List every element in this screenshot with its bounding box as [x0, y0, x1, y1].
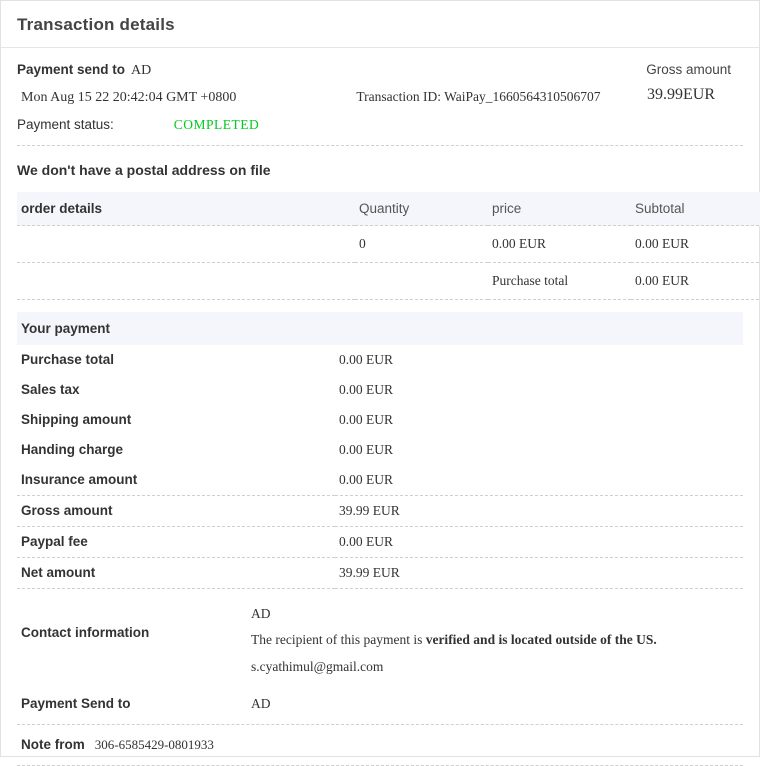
payment-line-value-1: 0.00 EUR [339, 382, 393, 397]
contact-verified-strong: verified and is located outside of the US. [425, 632, 657, 648]
purchase-total-label: Purchase total [488, 263, 631, 300]
table-row [17, 226, 760, 263]
payment-send-to-section-value: AD [251, 695, 271, 711]
purchase-total-value: 0.00 EUR [631, 263, 760, 300]
contact-information-values [251, 601, 739, 680]
note-value: 306-6585429-0801933 [94, 736, 214, 752]
your-payment-table [17, 345, 743, 589]
page-header [1, 1, 759, 48]
payment-send-to-label: Payment send to [17, 62, 126, 77]
your-payment-section-title: Your payment [17, 312, 743, 345]
contact-email[interactable]: s.cyathimul@gmail.com [251, 658, 384, 674]
order-row-price: 0.00 EUR [488, 226, 631, 263]
payment-status-label: Payment status: [17, 117, 114, 132]
payment-line-label-0: Purchase total [21, 352, 115, 367]
transaction-id-value: WaiPay_1660564310506707 [444, 89, 601, 104]
note-label: Note from [21, 736, 85, 752]
transaction-id [356, 89, 600, 105]
contact-verified-prefix: The recipient of this payment is [251, 632, 426, 648]
payment-line-value-7: 39.99 EUR [335, 558, 743, 589]
contact-information-label: Contact information [21, 625, 150, 640]
order-details-header-row [17, 192, 760, 226]
order-row-quantity: 0 [355, 226, 488, 263]
postal-address-note: We don't have a postal address on file [17, 162, 271, 178]
contact-name: AD [251, 606, 271, 621]
contact-information-block [17, 589, 743, 686]
order-details-col-subtotal: Subtotal [631, 192, 760, 226]
payment-line-value-0: 0.00 EUR [339, 352, 393, 367]
list-item [17, 405, 743, 435]
list-item [17, 345, 743, 375]
payment-line-label-1: Sales tax [21, 382, 80, 397]
transaction-date: Mon Aug 15 22 20:42:04 GMT +0800 [21, 90, 237, 105]
contact-verified-line [251, 627, 739, 653]
note-block [17, 725, 743, 766]
list-item [17, 375, 743, 405]
list-item [17, 527, 743, 558]
order-details-table [17, 192, 760, 300]
transaction-id-label: Transaction ID: [356, 89, 441, 104]
order-details-col-description: order details [17, 192, 355, 226]
payment-send-to-value: AD [131, 63, 152, 78]
payment-send-to-row [17, 62, 743, 79]
gross-amount-value: 39.99EUR [647, 86, 715, 103]
payment-line-label-2: Shipping amount [21, 412, 132, 427]
payment-line-value-3: 0.00 EUR [339, 442, 393, 457]
payment-line-value-6: 0.00 EUR [335, 527, 743, 558]
payment-status-row [17, 117, 743, 133]
order-details-col-price: price [488, 192, 631, 226]
purchase-total-row [17, 263, 760, 300]
page-title: Transaction details [17, 15, 175, 34]
payment-line-label-4: Insurance amount [17, 465, 335, 496]
payment-line-value-5: 39.99 EUR [335, 496, 743, 527]
page-body [1, 48, 759, 766]
list-item [17, 435, 743, 465]
payment-line-label-5: Gross amount [17, 496, 335, 527]
payment-line-label-7: Net amount [17, 558, 335, 589]
payment-line-value-4: 0.00 EUR [335, 465, 743, 496]
order-row-subtotal: 0.00 EUR [631, 226, 760, 263]
order-details-col-quantity: Quantity [355, 192, 488, 226]
payment-line-value-2: 0.00 EUR [339, 412, 393, 427]
purchase-total-spacer-1 [17, 263, 355, 300]
payment-line-label-6: Paypal fee [17, 527, 335, 558]
list-item [17, 465, 743, 496]
gross-amount-label: Gross amount [646, 62, 731, 77]
list-item [17, 496, 743, 527]
transaction-summary [17, 48, 743, 146]
status-badge: COMPLETED [173, 117, 260, 132]
list-item [17, 558, 743, 589]
payment-send-to-section-label: Payment Send to [21, 695, 131, 711]
payment-send-to-block [17, 686, 743, 725]
purchase-total-spacer-2 [355, 263, 488, 300]
date-and-transaction-row [17, 89, 743, 106]
order-row-description [17, 226, 355, 263]
payment-line-label-3: Handing charge [21, 442, 124, 457]
